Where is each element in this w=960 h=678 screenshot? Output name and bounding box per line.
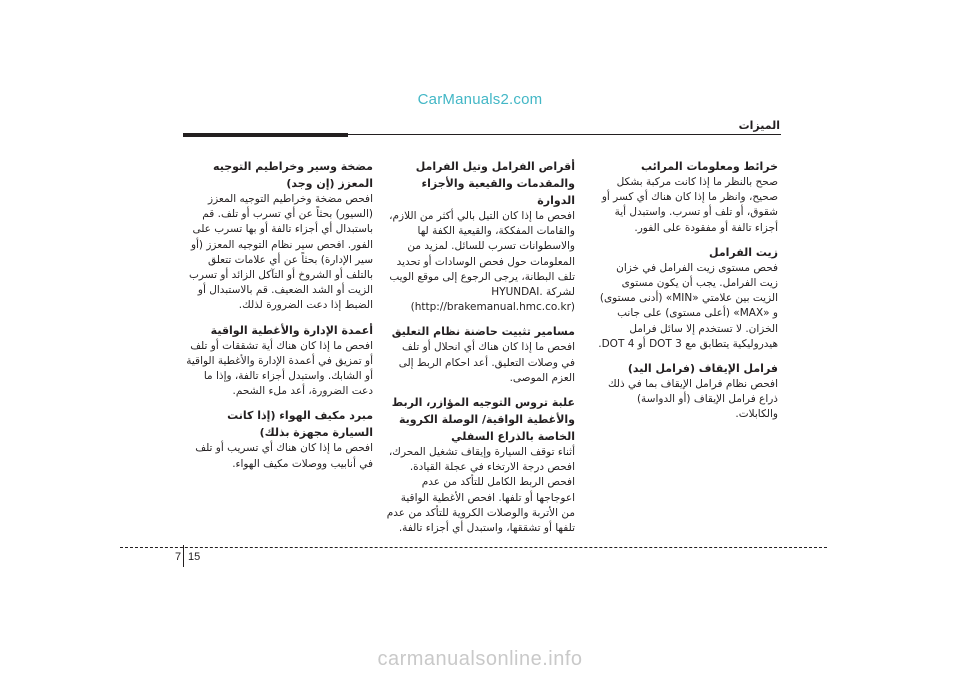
block-text: صحح بالنظر ما إذا كانت مركبة بشكل صحيح، وانظر ما إذا كان هناك أي كسر أو شقوق، أو تلف أو تسرب. واستبدل أية أجزاء تالفة أو مفقودة على الفور. xyxy=(601,176,778,234)
page-number-chapter: 7 xyxy=(175,551,182,563)
block-text: افحص مضخة وخراطيم التوجيه المعزز (السيور) بحثاً عن أي تسرب أو تلف. قم باستبدال أي أجزاء تالفة أو بها تسرب على الفور. افحص سير نظام التوجيه المعزز (أو سير الإدارة) بحثاً عن أي علامات تتعلق بالتلف أو الشروخ أو التآكل الزائد أو تسرب الزيت أو الشد الضعيف. قم بالاستبدال أو الضبط إذا دعت الضرورة لذلك. xyxy=(189,193,373,312)
block-text: افحص ما إذا كان هناك أي تسريب أو تلف في أنابيب ووصلات مكيف الهواء. xyxy=(195,442,373,470)
header-rule-thin xyxy=(348,134,781,135)
block-heading: علبة تروس التوجيه المؤازر، الربط والأغطية الواقية/ الوصلة الكروية الخاصة بالذراع السفلي xyxy=(391,396,575,444)
watermark-bottom: carmanualsonline.info xyxy=(377,648,583,670)
block-heading: مبرد مكيف الهواء (إذا كانت السيارة مجهزة بذلك) xyxy=(227,409,373,440)
text-block xyxy=(183,407,373,471)
block-text: فحص مستوى زيت الفرامل في خزان زيت الفرامل. يجب أن يكون مستوى الزيت بين علامتي «MIN» (أدنى مستوى) و «MAX» (أعلى مستوى) على جانب الخزان. لا تستخدم إلا سائل فرامل هيدروليكية يتطابق مع DOT 3 أو DOT 4. xyxy=(598,261,778,350)
footer-divider xyxy=(120,547,827,548)
block-text: افحص نظام فرامل الإيقاف بما في ذلك ذراع فرامل الإيقاف (أو الدواسة) والكابلات. xyxy=(607,378,778,421)
block-text: افحص ما إذا كان التيل بالي أكثر من اللازم، والقامات المفككة، والقيعية الكفة لها والاسطوانات تسرب للسائل. لمزيد من المعلومات حول فحص الوسادات أو تحديد تلف البطانة، يرجى الرجوع إلى موقع الويب لشركة HYUNDAI. (http://brakemanual.hmc.co.kr) xyxy=(389,210,575,314)
block-text: افحص ما إذا كان هناك أي انحلال أو تلف في وصلات التعليق. أعد احكام الربط إلى العزم الموصى. xyxy=(398,341,575,384)
text-block xyxy=(598,244,778,352)
block-text: أثناء توقف السيارة وإيقاف تشغيل المحرك، افحص درجة الارتخاء في عجلة القيادة. افحص الربط الكامل للتأكد من عدم اعوجاجها أو تلفها. افحص الأغطية الواقية من الأتربة والوصلات الكروية للتأكد من عدم تلفها أو تشققها، واستبدل أي أجزاء تالفة. xyxy=(386,446,575,535)
text-block xyxy=(385,394,575,536)
block-heading: خرائط ومعلومات المرائب xyxy=(640,160,778,173)
block-heading: أعمدة الإدارة والأغطية الواقية xyxy=(210,323,373,337)
block-heading: زيت الفرامل xyxy=(709,245,778,259)
text-block xyxy=(598,158,778,236)
block-heading: أقراص الفرامل وتيل الفرامل والمقدمات والقيعية والأجزاء الدوارة xyxy=(415,160,575,207)
text-block xyxy=(598,360,778,423)
page-number: 15 xyxy=(188,551,201,563)
text-block xyxy=(183,322,373,400)
text-block xyxy=(385,158,575,315)
page-number-separator xyxy=(183,545,184,567)
block-heading: مضخة وسير وخراطيم التوجيه المعزز (إن وجد) xyxy=(213,160,373,190)
column-left xyxy=(183,158,373,480)
column-middle xyxy=(385,158,575,544)
header-rule-dark xyxy=(183,133,348,137)
block-heading: فرامل الإيقاف (فرامل اليد) xyxy=(627,362,778,376)
watermark-top: CarManuals2.com xyxy=(417,91,543,108)
section-title: الميزات xyxy=(738,119,780,132)
text-block xyxy=(183,158,373,314)
block-heading: مسامير تثبيت حاضنة نظام التعليق xyxy=(391,325,575,339)
column-right xyxy=(598,158,778,431)
block-text: افحص ما إذا كان هناك أية تشققات أو تلف أو تمزيق في أعمدة الإدارة والأغطية الواقية أو الشابك. واستبدل أجزاء تالفة، وإذا ما دعت الضرورة، أعد ملء الشحم. xyxy=(186,339,373,398)
text-block xyxy=(385,323,575,386)
